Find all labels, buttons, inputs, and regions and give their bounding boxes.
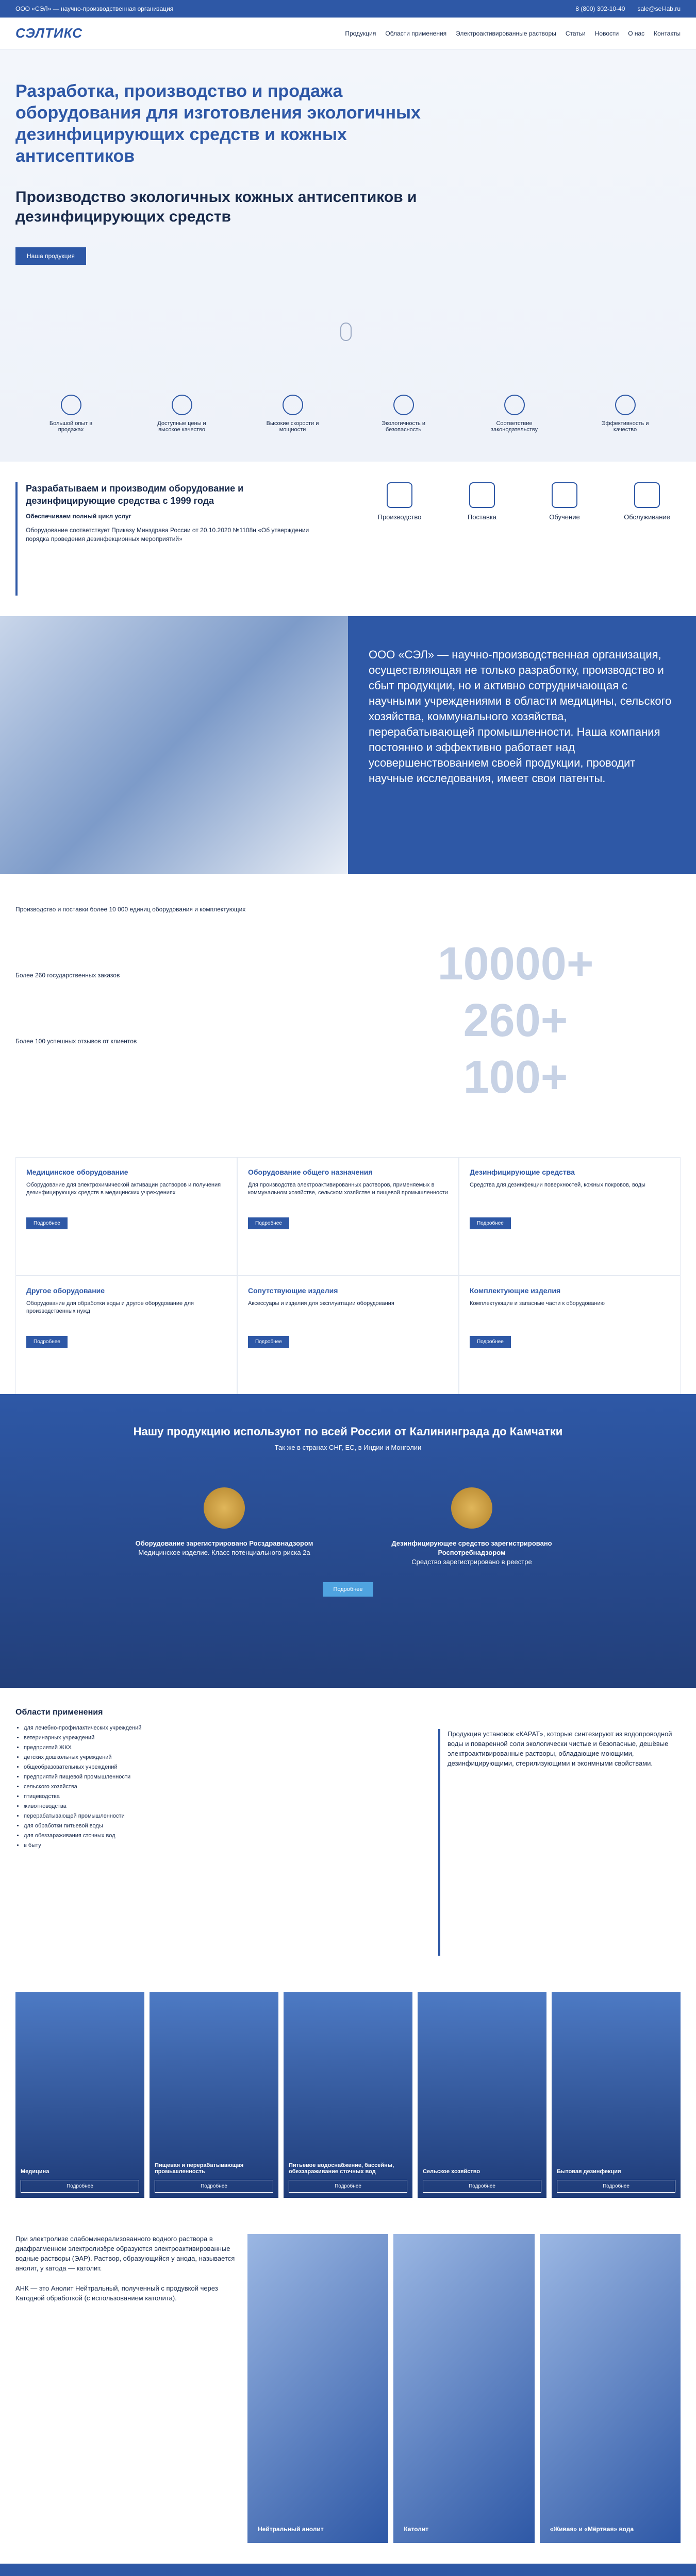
service-card[interactable]: Обслуживание bbox=[614, 482, 681, 596]
stats-numbers bbox=[351, 905, 681, 1126]
nav-articles[interactable]: Статьи bbox=[565, 29, 586, 37]
training-icon bbox=[552, 482, 577, 508]
product-more-button[interactable]: Подробнее bbox=[26, 1217, 68, 1229]
tile-household[interactable]: Бытовая дезинфекция Подробнее bbox=[552, 1992, 681, 2198]
list-item: • предприятий пищевой промышленности bbox=[24, 1773, 438, 1781]
feature-item: Высокие скорости и мощности bbox=[259, 395, 326, 433]
phone-link[interactable]: 8 (800) 302-10-40 bbox=[575, 5, 625, 12]
about-text: ООО «СЭЛ» — научно-производственная организация, осуществляющая не только разработку, производство и сбыт продукции, но и активно сотрудничающая с научными учреждениями в области медицины, сельского хозяйства, коммунального хозяйства, перерабатывающей промышленности. Наша компания постоянно и эффективно работает над усовершенствованием своей продукции, проводит научные исследования, имеет свои патенты. bbox=[348, 616, 696, 874]
nav-solutions[interactable]: Электроактивированные растворы bbox=[456, 29, 556, 37]
experience-icon bbox=[61, 395, 81, 415]
list-item: • перерабатывающей промышленности bbox=[24, 1812, 438, 1820]
geo-title: Нашу продукцию используют по всей России от Калининграда до Камчатки bbox=[133, 1425, 563, 1438]
feature-item: Доступные цены и высокое качество bbox=[148, 395, 216, 433]
tile-medicine[interactable]: Медицина Подробнее bbox=[15, 1992, 144, 2198]
service-icon bbox=[634, 482, 660, 508]
applications-section bbox=[0, 1688, 696, 1976]
product-more-button[interactable]: Подробнее bbox=[248, 1336, 289, 1348]
product-card: Дезинфицирующие средства Средства для дезинфекции поверхностей, кожных покровов, воды Подробнее bbox=[459, 1157, 681, 1276]
nav-about[interactable]: О нас bbox=[628, 29, 645, 37]
list-item: • птицеводства bbox=[24, 1793, 438, 1801]
feature-item: Соответствие законодательству bbox=[481, 395, 548, 433]
anolyte-tiles bbox=[247, 2234, 681, 2543]
eco-icon bbox=[393, 395, 414, 415]
since-sub: Обеспечиваем полный цикл услуг bbox=[26, 513, 131, 520]
service-card[interactable]: Обучение bbox=[531, 482, 598, 596]
feature-item: Экологичность и безопасность bbox=[370, 395, 437, 433]
features-row bbox=[0, 395, 696, 433]
product-more-button[interactable]: Подробнее bbox=[26, 1336, 68, 1348]
since-title: Разрабатываем и производим оборудование и дезинфицирующие средства с 1999 года bbox=[26, 483, 244, 506]
applications-quote: Продукция установок «КАРАТ», которые синтезируют из водопроводной воды и поваренной соли экологически чистые и безопасные, дешёвые электроактивированные растворы, обладающие моющими, дезинфицирующими, стерилизующими и эконмными свойствами. bbox=[438, 1729, 681, 1956]
nav-products[interactable]: Продукция bbox=[345, 29, 376, 37]
stat-number: 100+ bbox=[463, 1052, 568, 1103]
hero-title: Разработка, производство и продажа оборудования для изготовления экологичных дезинфицирующих средств и кожных антисептиков bbox=[15, 81, 421, 166]
stat-line-1: Производство и поставки более 10 000 единиц оборудования и комплектующих bbox=[15, 906, 246, 913]
product-card: Другое оборудование Оборудование для обработки воды и другое оборудование для производственных нужд Подробнее bbox=[15, 1276, 237, 1394]
scroll-mouse-icon bbox=[340, 323, 352, 341]
registration-card: Дезинфицирующее средство зарегистрировано Роспотребнадзором Средство зарегистрировано в реестре bbox=[379, 1487, 565, 1567]
service-card[interactable]: Производство bbox=[366, 482, 433, 596]
applications-list bbox=[15, 1708, 438, 1956]
delivery-icon bbox=[469, 482, 495, 508]
law-icon bbox=[504, 395, 525, 415]
anolyte-tile[interactable]: Нейтральный анолит bbox=[247, 2234, 388, 2543]
tile-agriculture[interactable]: Сельское хозяйство Подробнее bbox=[418, 1992, 546, 2198]
service-card[interactable]: Поставка bbox=[449, 482, 516, 596]
anolyte-section bbox=[0, 2213, 696, 2564]
tile-food[interactable]: Пищевая и перерабатывающая промышленность Подробнее bbox=[150, 1992, 278, 2198]
email-link[interactable]: sale@sel-lab.ru bbox=[637, 5, 681, 12]
product-more-button[interactable]: Подробнее bbox=[470, 1217, 511, 1229]
applications-title: Области применения bbox=[15, 1708, 103, 1717]
nav-news[interactable]: Новости bbox=[594, 29, 619, 37]
factory-icon bbox=[387, 482, 412, 508]
geography-section bbox=[0, 1394, 696, 1688]
price-icon bbox=[172, 395, 192, 415]
about-section bbox=[0, 616, 696, 874]
our-products-button[interactable]: Наша продукция bbox=[15, 247, 86, 265]
nav-contacts[interactable]: Контакты bbox=[654, 29, 681, 37]
anolyte-text: При электролизе слабоминерализованного водного раствора в диафрагменном электролизёре образуются электроактивированные водные растворы (ЭАР). Раствор, образующийся у анода, называется анолит, у катода — католит. АНК — это Анолит Нейтральный, полученный с продувкой через Катодной обработкой (с использованием католита). bbox=[15, 2235, 235, 2302]
stat-line-2: Более 260 государственных заказов bbox=[15, 972, 120, 979]
quality-icon bbox=[615, 395, 636, 415]
topbar-text: ООО «СЭЛ» — научно-производственная организация bbox=[15, 5, 174, 12]
emblem-icon bbox=[451, 1487, 492, 1529]
speed-icon bbox=[283, 395, 303, 415]
feature-item: Эффективность и качество bbox=[592, 395, 659, 433]
stats-section bbox=[0, 874, 696, 1157]
logo[interactable]: СЭЛТИКС bbox=[15, 25, 83, 41]
product-card: Комплектующие изделия Комплектующие и запасные части к оборудованию Подробнее bbox=[459, 1276, 681, 1394]
product-card: Оборудование общего назначения Для производства электроактивированных растворов, применяемых в коммунальном хозяйстве, сельском хозяйстве и пищевой промышленности Подробнее bbox=[237, 1157, 459, 1276]
nav-applications[interactable]: Области применения bbox=[385, 29, 447, 37]
service-cards bbox=[366, 482, 681, 596]
feature-item: Большой опыт в продажах bbox=[38, 395, 105, 433]
product-more-button[interactable]: Подробнее bbox=[470, 1336, 511, 1348]
registration-card: Оборудование зарегистрировано Росздравнадзором Медицинское изделие. Класс потенциального риска 2а bbox=[131, 1487, 317, 1567]
main-nav bbox=[345, 30, 681, 37]
geo-sub: Так же в странах СНГ, ЕС, в Индии и Монголии bbox=[274, 1444, 422, 1451]
product-more-button[interactable]: Подробнее bbox=[248, 1217, 289, 1229]
handshake-image bbox=[0, 616, 348, 874]
stat-number: 10000+ bbox=[437, 938, 594, 990]
list-item: • для обработки питьевой воды bbox=[24, 1822, 438, 1830]
topbar bbox=[0, 0, 696, 18]
geo-more-button[interactable]: Подробнее bbox=[323, 1582, 373, 1597]
stat-line-3: Более 100 успешных отзывов от клиентов bbox=[15, 1038, 137, 1045]
stats-text bbox=[15, 905, 351, 1126]
application-tiles bbox=[0, 1976, 696, 2213]
list-item: • детских дошкольных учреждений bbox=[24, 1754, 438, 1761]
list-item: • для обеззараживания сточных вод bbox=[24, 1832, 438, 1840]
list-item: • сельского хозяйства bbox=[24, 1783, 438, 1791]
header bbox=[0, 18, 696, 49]
since-description: Оборудование соответствует Приказу Минздрава России от 20.10.2020 №1108н «Об утверждении порядка проведения дезинфекционных мероприятий» bbox=[26, 527, 309, 543]
emblem-icon bbox=[204, 1487, 245, 1529]
since-section bbox=[0, 462, 696, 616]
list-item: • общеобразовательных учреждений bbox=[24, 1764, 438, 1771]
product-grid bbox=[0, 1157, 696, 1394]
product-card: Сопутствующие изделия Аксессуары и изделия для эксплуатации оборудования Подробнее bbox=[237, 1276, 459, 1394]
list-item: • предприятий ЖКХ bbox=[24, 1744, 438, 1752]
list-item: • в быту bbox=[24, 1842, 438, 1850]
stat-number: 260+ bbox=[463, 995, 568, 1046]
experience-section bbox=[0, 2564, 696, 2576]
tile-water[interactable]: Питьевое водоснабжение, бассейны, обеззараживание сточных вод Подробнее bbox=[284, 1992, 412, 2198]
list-item: • животноводства bbox=[24, 1803, 438, 1810]
since-text bbox=[15, 482, 325, 596]
hero-section bbox=[0, 49, 696, 462]
anolyte-tile[interactable]: «Живая» и «Мёртвая» вода bbox=[540, 2234, 681, 2543]
list-item: • ветеринарных учреждений bbox=[24, 1734, 438, 1742]
registrations bbox=[0, 1487, 696, 1567]
product-card: Медицинское оборудование Оборудование для электрохимической активации растворов и получения дезинфицирующих средств в медицинских учреждениях Подробнее bbox=[15, 1157, 237, 1276]
list-item: • для лечебно-профилактических учреждений bbox=[24, 1724, 438, 1732]
anolyte-tile[interactable]: Католит bbox=[393, 2234, 534, 2543]
hero-subtitle: Производство экологичных кожных антисептиков и дезинфицирующих средств bbox=[15, 189, 417, 225]
